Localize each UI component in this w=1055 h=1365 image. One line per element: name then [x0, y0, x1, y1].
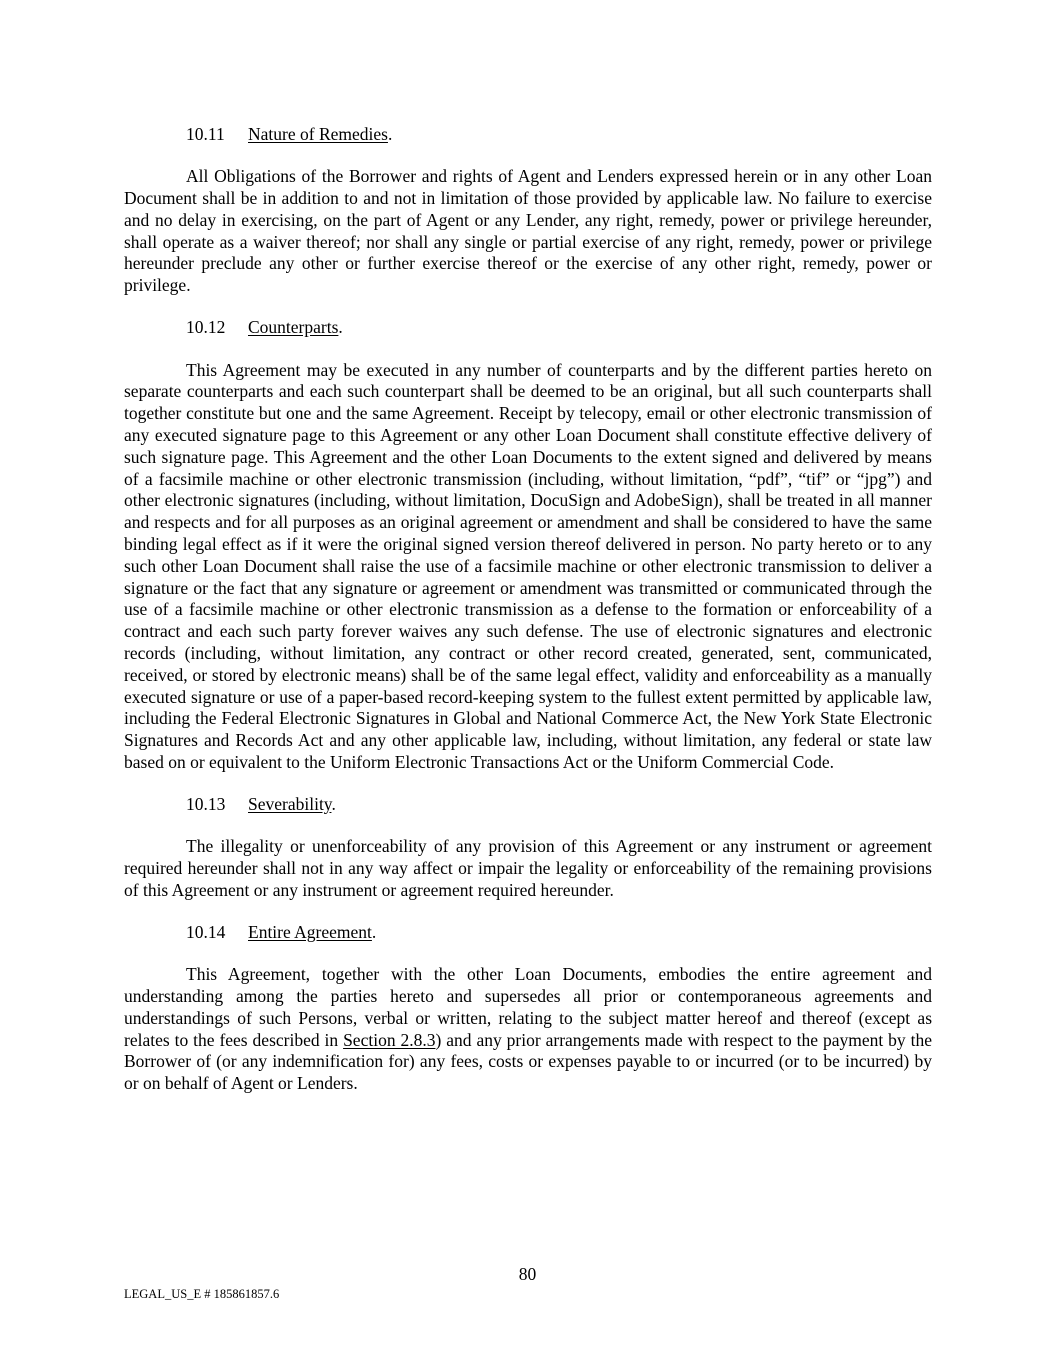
- heading-period: .: [387, 124, 393, 144]
- section-number: 10.12: [186, 317, 226, 338]
- section-paragraph-10-12: This Agreement may be executed in any number of counterparts and by the different parties hereto on separate counterparts and each such counterpart shall be deemed to be an original, but all such counterparts shall together constitute but one and the same Agreement. Receipt by telecopy, email or other electronic transmission of any executed signature page to this Agreement or any other Loan Document shall constitute effective delivery of such signature page. This Agreement and the other Loan Documents to the extent signed and delivered by means of a facsimile machine or other electronic transmission (including, without limitation, “pdf”, “tif” or “jpg”) and other electronic signatures (including, without limitation, DocuSign and AdobeSign), shall be treated in all manner and respects and for all purposes as an original agreement or amendment and shall be considered to have the same binding legal effect as if it were the original signed version thereof delivered in person. No party hereto or to any such other Loan Document shall raise the use of a facsimile machine or other electronic transmission to deliver a signature or the fact that any signature or agreement or amendment was transmitted or communicated through the use of a facsimile machine or other electronic transmission as a defense to the formation or enforceability of a contract and each such party forever waives any such defense. The use of electronic signatures and electronic records (including, without limitation, any contract or other record created, generated, sent, communicated, received, or stored by electronic means) shall be of the same legal effect, validity and enforceability as a manually executed signature or use of a paper-based record-keeping system to the fullest extent permitted by applicable law, including the Federal Electronic Signatures in Global and National Commerce Act, the New York State Electronic Signatures and Records Act and any other applicable law, including, without limitation, any federal or state law based on or equivalent to the Uniform Electronic Transactions Act or the Uniform Commercial Code.: [124, 359, 932, 772]
- section-paragraph-10-14: [124, 964, 932, 1095]
- paragraph-text: This Agreement, together with the other Loan Documents, embodies the entire agreement and understanding among the parties hereto and supersedes all prior or contemporaneous agreements and understandings of such Persons, verbal or written, relating to the subject matter hereof and thereof (except as relates to the fees described in: [124, 964, 932, 1050]
- section-number: 10.13: [186, 794, 226, 815]
- section-number: 10.11: [186, 124, 225, 144]
- section-paragraph-10-11: All Obligations of the Borrower and rights of Agent and Lenders expressed herein or in any other Loan Document shall be in addition to and not in limitation of those provided by applicable law. No failure to exercise and no delay in exercising, on the part of Agent or any Lender, any right, remedy, power or privilege hereunder, shall operate as a waiver thereof; nor shall any single or partial exercise of any right, remedy, power or privilege hereunder preclude any other or further exercise thereof or the exercise of any other right, remedy, power or privilege.: [124, 166, 932, 296]
- section-heading-10-12: [124, 317, 932, 339]
- heading-period: .: [338, 317, 343, 338]
- section-heading-10-13: [124, 794, 932, 816]
- heading-period: .: [371, 922, 377, 943]
- section-title: Nature of Remedies: [248, 124, 388, 144]
- paragraph-text: ) and any prior arrangements made with respect to the payment by the Borrower of (or any indemnification for) any fees, costs or expenses payable to or incurred (or to be incurred) by or on behalf of Agent or Lenders.: [124, 1029, 932, 1094]
- document-body: [124, 124, 932, 1115]
- section-heading-10-11: [124, 124, 932, 146]
- section-title: Entire Agreement: [248, 922, 372, 943]
- section-heading-10-14: [124, 922, 932, 944]
- section-paragraph-10-13: The illegality or unenforceability of any provision of this Agreement or any instrument or agreement required hereunder shall not in any way affect or impair the legality or enforceability of the remaining provisions of this Agreement or any instrument or agreement required hereunder.: [124, 836, 932, 900]
- heading-period: .: [331, 794, 336, 815]
- section-title: Severability: [248, 794, 332, 815]
- section-number: 10.14: [186, 922, 226, 943]
- section-reference-link: Section 2.8.3: [343, 1029, 436, 1050]
- page-number: 80: [518, 1264, 537, 1284]
- document-id: LEGAL_US_E # 185861857.6: [124, 1287, 280, 1301]
- section-title: Counterparts: [248, 317, 339, 338]
